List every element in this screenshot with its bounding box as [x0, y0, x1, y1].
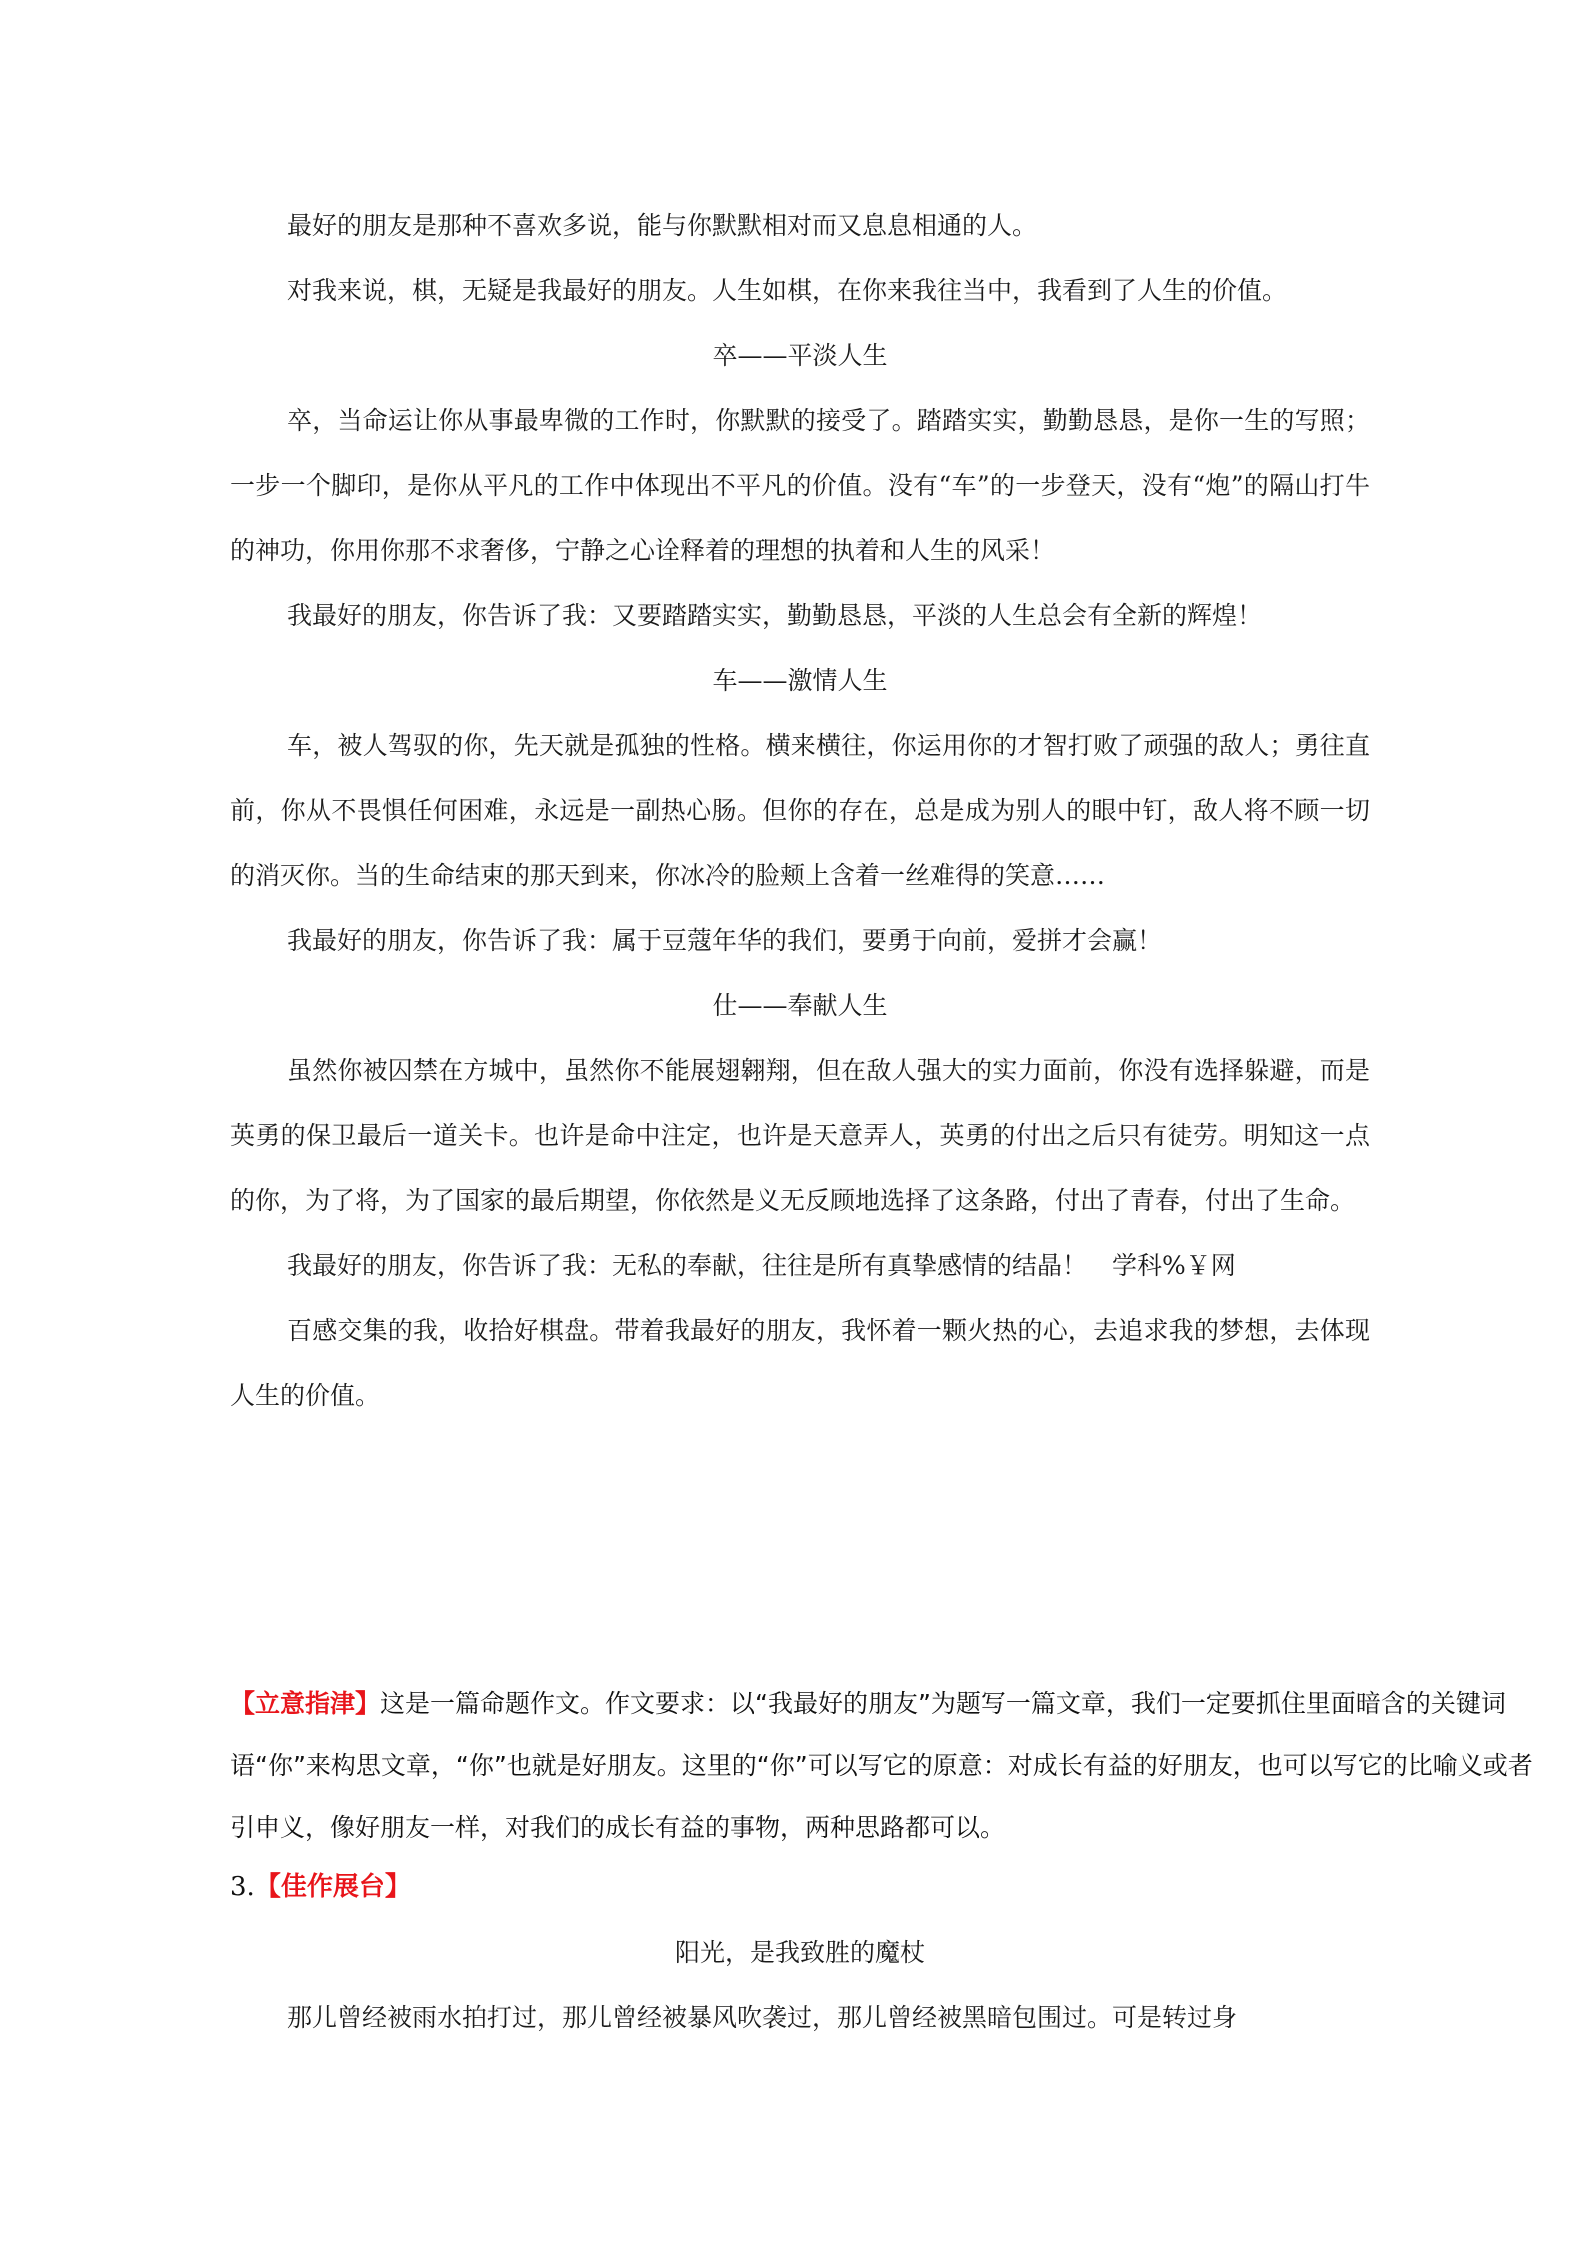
paragraph: 百感交集的我，收拾好棋盘。带着我最好的朋友，我怀着一颗火热的心，去追求我的梦想，去体现人生的价值。 — [230, 1316, 1370, 1410]
section-3-heading — [230, 1867, 411, 1907]
paragraph: 那儿曾经被雨水拍打过，那儿曾经被暴风吹袭过，那儿曾经被黑暗包围过。可是转过身 — [287, 2003, 1238, 2032]
subheading-shi: 仕——奉献人生 — [712, 991, 888, 1020]
section-number: 3. — [230, 1872, 255, 1902]
paragraph: 卒，当命运让你从事最卑微的工作时，你默默的接受了。踏踏实实，勤勤恳恳，是你一生的写照；一步一个脚印，是你从平凡的工作中体现出不平凡的价值。没有“车”的一步登天，没有“炮”的隔山打牛的神功，你用你那不求奢侈，宁静之心诠释着的理想的执着和人生的风采！ — [230, 406, 1370, 565]
guide-label: 【立意指津】 — [230, 1689, 381, 1718]
paragraph: 对我来说，棋，无疑是我最好的朋友。人生如棋，在你来我往当中，我看到了人生的价值。 — [287, 276, 1288, 305]
subheading-zu: 卒——平淡人生 — [712, 341, 888, 370]
paragraph: 最好的朋友是那种不喜欢多说，能与你默默相对而又息息相通的人。 — [287, 211, 1038, 240]
essay-best-friend — [230, 193, 1370, 1428]
subheading-che: 车——激情人生 — [712, 666, 888, 695]
paragraph: 车，被人驾驭的你，先天就是孤独的性格。横来横往，你运用你的才智打败了顽强的敌人；勇往直前，你从不畏惧任何困难，永远是一副热心肠。但你的存在，总是成为别人的眼中钉，敌人将不顾一切的消灭你。当的生命结束的那天到来，你冰冷的脸颊上含着一丝难得的笑意…… — [230, 731, 1370, 890]
guide-block — [230, 1673, 1540, 1859]
essay-title: 阳光，是我致胜的魔杖 — [674, 1938, 925, 1967]
guide-text: 这是一篇命题作文。作文要求：以“我最好的朋友”为题写一篇文章，我们一定要抓住里面暗含的关键词语“你”来构思文章，“你”也就是好朋友。这里的“你”可以写它的原意：对成长有益的好朋友，也可以写它的比喻义或者引申义，像好朋友一样，对我们的成长有益的事物，两种思路都可以。 — [230, 1689, 1533, 1842]
section-label: 【佳作展台】 — [254, 1872, 411, 1902]
paragraph: 虽然你被囚禁在方城中，虽然你不能展翅翱翔，但在敌人强大的实力面前，你没有选择躲避，而是英勇的保卫最后一道关卡。也许是命中注定，也许是天意弄人，英勇的付出之后只有徒劳。明知这一点的你，为了将，为了国家的最后期望，你依然是义无反顾地选择了这条路，付出了青春，付出了生命。 — [230, 1056, 1370, 1215]
paragraph: 我最好的朋友，你告诉了我：属于豆蔻年华的我们，要勇于向前，爱拼才会赢！ — [287, 926, 1163, 955]
paragraph: 我最好的朋友，你告诉了我：无私的奉献，往往是所有真挚感情的结晶！ 学科%￥网 — [287, 1251, 1236, 1280]
essay-sunshine — [230, 1920, 1370, 2050]
paragraph: 我最好的朋友，你告诉了我：又要踏踏实实，勤勤恳恳，平淡的人生总会有全新的辉煌！ — [287, 601, 1263, 630]
